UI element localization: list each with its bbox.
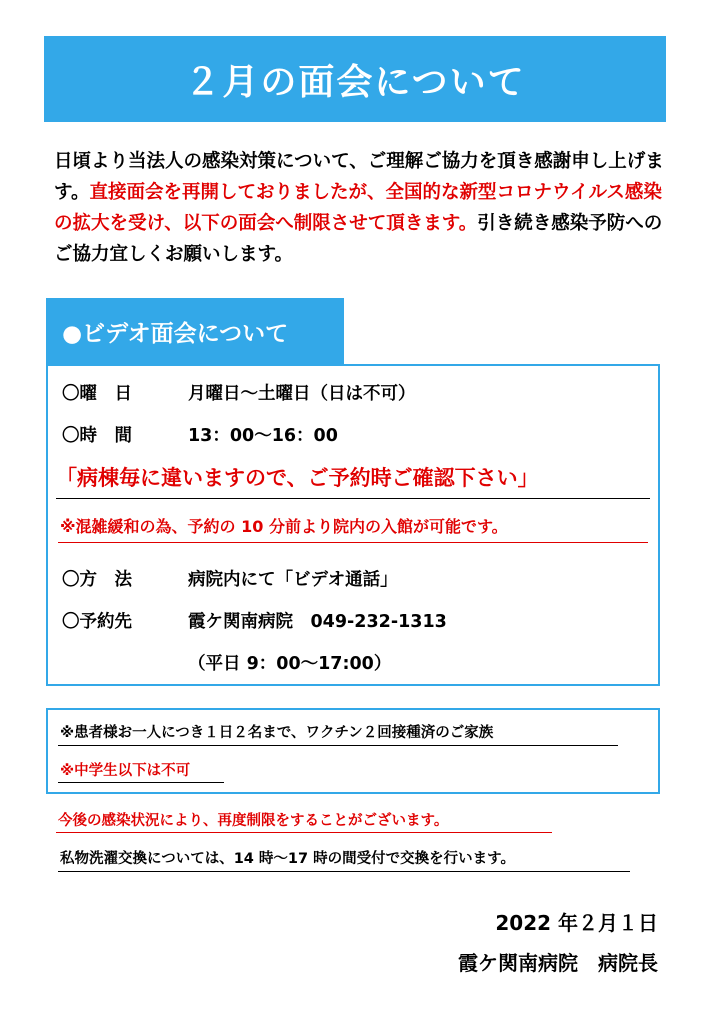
ward-notice-underline [56,498,650,499]
ward-notice: 「病棟毎に違いますので、ご予約時ご確認下さい」 [56,466,539,490]
laundry-notice: 私物洗濯交換については、14 時～17 時の間受付で交換を行います。 [60,851,516,867]
entry-note: ※混雑緩和の為、予約の 10 分前より院内の入館が可能です。 [60,517,508,536]
section-header: ●ビデオ面会について [46,298,344,364]
method-label: 〇方 法 [62,570,132,590]
day-value: 月曜日～土曜日（日は不可） [188,384,416,404]
method-value: 病院内にて「ビデオ通話」 [188,570,398,590]
restriction-notice: 今後の感染状況により、再度制限をすることがございます。 [58,813,449,829]
restriction-underline [56,832,552,833]
time-label: 〇時 間 [62,426,132,446]
laundry-underline [58,871,630,872]
intro-closing-text: 引き続き感染予防へのご協力宜しくお願いします。 [54,213,663,265]
day-label: 〇曜 日 [62,384,132,404]
age-limit-underline [58,782,224,783]
page-title: ２月の面会について [44,36,666,122]
intro-restriction-text: 直接面会を再開しておりましたが、全国的な新型コロナウイルス感染の拡大を受け、以下の面会へ制限させて頂きます。 [54,182,662,234]
intro-paragraph [54,146,674,270]
visitor-limit-text: ※患者様お一人につき１日２名まで、ワクチン２回接種済のご家族 [60,725,494,741]
time-value: 13：00～16：00 [188,426,338,446]
issue-date: 2022 年２月１日 [495,911,658,935]
entry-note-underline [58,542,648,543]
intro-text: 日頃より当法人の感染対策について、ご理解ご協力を頂き感謝申し上げます。 [54,151,664,203]
time-row [62,422,338,447]
signature: 霞ケ関南病院 病院長 [458,951,658,975]
method-row [62,566,398,591]
contact-row [62,608,447,633]
day-row [62,380,416,405]
visitor-limit-underline [58,745,618,746]
contact-label: 〇予約先 [62,612,132,632]
age-limit-text: ※中学生以下は不可 [60,763,191,779]
contact-hours: （平日 9：00～17:00） [188,654,392,674]
contact-value: 霞ケ関南病院 049-232-1313 [188,612,447,632]
